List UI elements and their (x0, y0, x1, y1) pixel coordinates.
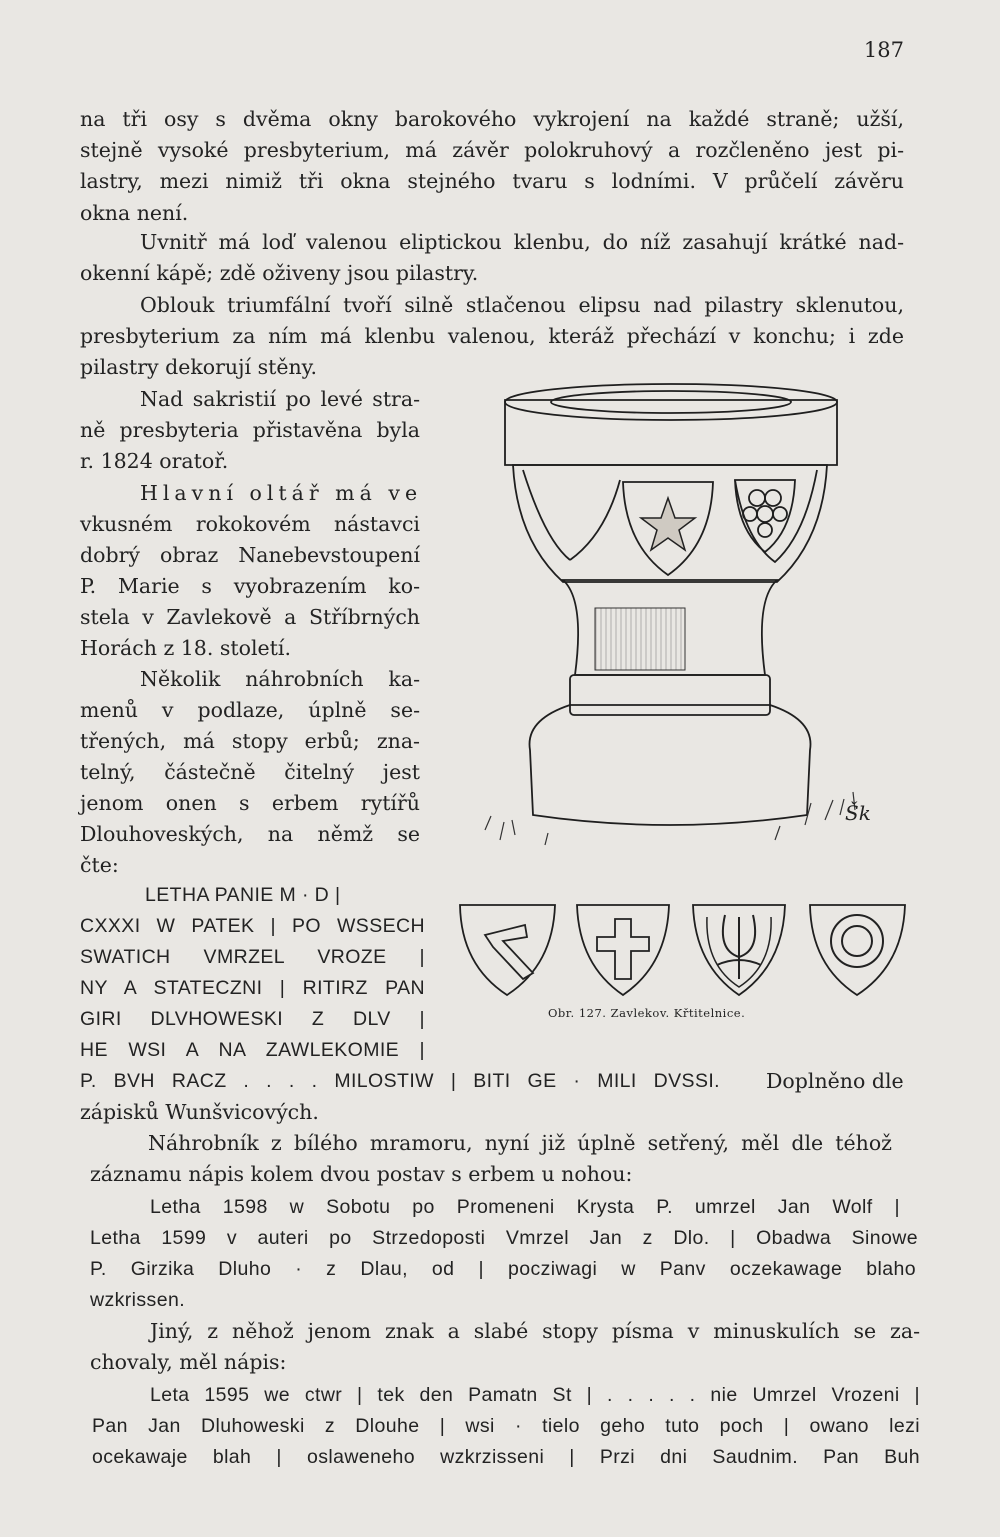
text-line: okenní kápě; zdě oživeny jsou pilastry. (80, 261, 479, 285)
inscription-line: CXXXI W PATEK | PO WSSECH (80, 915, 425, 937)
text-line: menů v podlaze, úplně se- (80, 698, 420, 722)
text-line: presbyterium za ním má klenbu valenou, kteráž přechází v konchu; i zde (80, 324, 904, 348)
shield-4-icon (810, 905, 905, 995)
text-line: r. 1824 oratoř. (80, 449, 229, 473)
text-line: pilastry dekorují stěny. (80, 355, 318, 379)
figure-caption: Obr. 127. Zavlekov. Křtitelnice. (548, 1006, 746, 1020)
text-line: Horách z 18. století. (80, 636, 291, 660)
inscription-line: Pan Jan Dluhoweski z Dlouhe | wsi · tielo geho tuto poch | owano lezi (92, 1415, 920, 1437)
text-line: telný, částečně čitelný jest (80, 760, 420, 784)
inscription-line: Letha 1598 w Sobotu po Promeneni Krysta P. umrzel Jan Wolf | (150, 1196, 900, 1218)
inscription-line: LETHA PANIE M · D | (145, 884, 341, 906)
text-line: Dlouhoveských, na němž se (80, 822, 420, 846)
shield-3-icon (693, 905, 785, 995)
text-line: Náhrobník z bílého mramoru, nyní již úplně setřený, měl dle téhož (148, 1131, 892, 1155)
text-line: Hlavní oltář má ve (140, 481, 423, 505)
text-line: stela v Zavlekově a Stříbrných (80, 605, 420, 629)
inscription-line: Letha 1599 v auteri po Strzedoposti Vmrzel Jan z Dlo. | Obadwa Sinowe (90, 1227, 918, 1249)
inscription-line: SWATICH VMRZEL VROZE | (80, 946, 425, 968)
inscription-line: HE WSI A NA ZAWLEKOMIE | (80, 1039, 425, 1061)
artist-signature: Šk (845, 801, 871, 825)
text-line: záznamu nápis kolem dvou postav s erbem u nohou: (90, 1162, 633, 1186)
text-line: chovaly, měl nápis: (90, 1350, 287, 1374)
shield-1-icon (460, 905, 555, 995)
inscription-line: P. BVH RACZ . . . . MILOSTIW | BITI GE · MILI DVSSI. (80, 1070, 720, 1092)
text-line: Nad sakristií po levé stra- (140, 387, 420, 411)
text-line: zápisků Wunšvicových. (80, 1100, 319, 1124)
text-line: Několik náhrobních ka- (140, 667, 420, 691)
text-line: lastry, mezi nimiž tři okna stejného tvaru s lodními. V průčelí závěru (80, 169, 904, 193)
inscription-line: Leta 1595 we ctwr | tek den Pamatn St | . . . . . nie Umrzel Vrozeni | (150, 1384, 920, 1406)
inscription-line: NY A STATECZNI | RITIRZ PAN (80, 977, 425, 999)
text-line: Doplněno dle (766, 1069, 904, 1093)
text-line: okna není. (80, 201, 189, 225)
text-line: dobrý obraz Nanebevstoupení (80, 543, 420, 567)
shield-2-icon (577, 905, 669, 995)
text-line: třených, má stopy erbů; zna- (80, 729, 420, 753)
inscription-line: wzkrissen. (90, 1289, 186, 1311)
text-line: Jiný, z něhož jenom znak a slabé stopy písma v minuskulích se za- (150, 1319, 920, 1343)
inscription-line: GIRI DLVHOWESKI Z DLV | (80, 1008, 425, 1030)
text-line: čte: (80, 853, 119, 877)
baptismal-font-illustration (445, 370, 915, 870)
inscription-line: P. Girzika Dluho · z Dlau, od | pocziwagi w Panv oczekawage blaho (90, 1258, 916, 1280)
coat-of-arms-row (455, 895, 915, 1005)
text-line: Uvnitř má loď valenou eliptickou klenbu, do níž zasahují krátké nad- (140, 230, 904, 254)
text-line: P. Marie s vyobrazením ko- (80, 574, 420, 598)
inscription-line: ocekawaje blah | oslaweneho wzkrzisseni | Przi dni Saudnim. Pan Buh (92, 1446, 920, 1468)
page-number: 187 (863, 38, 904, 62)
text-line: vkusném rokokovém nástavci (80, 512, 420, 536)
text-line: jenom onen s erbem rytířů (80, 791, 420, 815)
text-line: Oblouk triumfální tvoří silně stlačenou elipsu nad pilastry sklenutou, (140, 293, 904, 317)
text-line: stejně vysoké presbyterium, má závěr polokruhový a rozčleněno jest pi- (80, 138, 904, 162)
text-line: na tři osy s dvěma okny barokového vykrojení na každé straně; užší, (80, 107, 904, 131)
text-line: ně presbyteria přistavěna byla (80, 418, 420, 442)
